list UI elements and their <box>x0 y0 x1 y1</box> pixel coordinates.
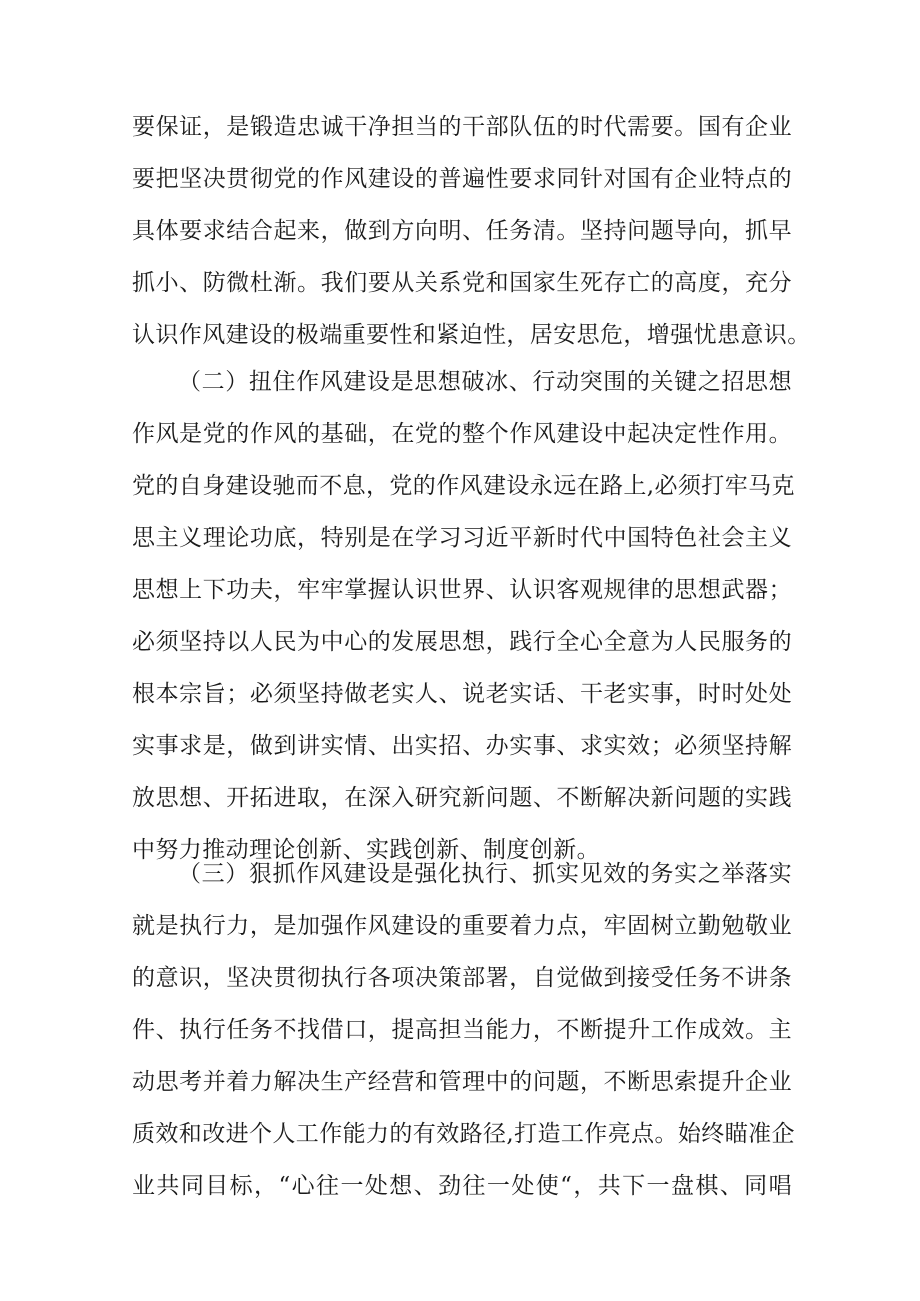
paragraph-line: 必须坚持以人民为中心的发展思想，践行全心全意为人民服务的 <box>132 629 792 655</box>
paragraph-heading-line: （二）扭住作风建设是思想破冰、行动突围的关键之招思想 <box>178 369 792 395</box>
paragraph-2 <box>132 356 795 876</box>
paragraph-1 <box>132 101 811 361</box>
paragraph-line: 党的自身建设驰而不息，党的作风建设永远在路上,必须打牢马克 <box>132 473 795 499</box>
paragraph-line: 中努力推动理论创新、实践创新、制度创新。 <box>132 837 600 863</box>
paragraph-line: 思主义理论功底，特别是在学习习近平新时代中国特色社会主义 <box>132 525 792 551</box>
paragraph-line: 认识作风建设的极端重要性和紧迫性，居安思危，增强忧患意识。 <box>132 322 811 348</box>
paragraph-line: 放思想、开拓进取，在深入研究新问题、不断解决新问题的实践 <box>132 785 792 811</box>
paragraph-line: 质效和改进个人工作能力的有效路径,打造工作亮点。始终瞄准企 <box>132 1121 795 1147</box>
paragraph-line: 实事求是，做到讲实情、出实招、办实事、求实效；必须坚持解 <box>132 733 792 759</box>
paragraph-line: 思想上下功夫，牢牢掌握认识世界、认识客观规律的思想武器； <box>132 577 792 603</box>
paragraph-line: 根本宗旨；必须坚持做老实人、说老实话、干老实事，时时处处 <box>132 681 792 707</box>
paragraph-3 <box>132 848 795 1212</box>
paragraph-line: 作风是党的作风的基础，在党的整个作风建设中起决定性作用。 <box>132 421 792 447</box>
paragraph-line: 业共同目标，“心往一处想、劲往一处使“，共下一盘棋、同唱 <box>132 1173 792 1199</box>
paragraph-line: 就是执行力，是加强作风建设的重要着力点，牢固树立勤勉敬业 <box>132 913 792 939</box>
paragraph-line: 件、执行任务不找借口，提高担当能力，不断提升工作成效。主 <box>132 1017 792 1043</box>
paragraph-line: 的意识，坚决贯彻执行各项决策部署，自觉做到接受任务不讲条 <box>132 965 792 991</box>
paragraph-line: 要把坚决贯彻党的作风建设的普遍性要求同针对国有企业特点的 <box>132 166 792 192</box>
paragraph-line: 具体要求结合起来，做到方向明、任务清。坚持问题导向，抓早 <box>132 218 792 244</box>
paragraph-line: 抓小、防微杜渐。我们要从关系党和国家生死存亡的高度，充分 <box>132 270 792 296</box>
paragraph-line: 动思考并着力解决生产经营和管理中的问题，不断思索提升企业 <box>132 1069 792 1095</box>
paragraph-heading-line: （三）狠抓作风建设是强化执行、抓实见效的务实之举落实 <box>178 861 792 887</box>
paragraph-line: 要保证，是锻造忠诚干净担当的干部队伍的时代需要。国有企业 <box>132 114 792 140</box>
